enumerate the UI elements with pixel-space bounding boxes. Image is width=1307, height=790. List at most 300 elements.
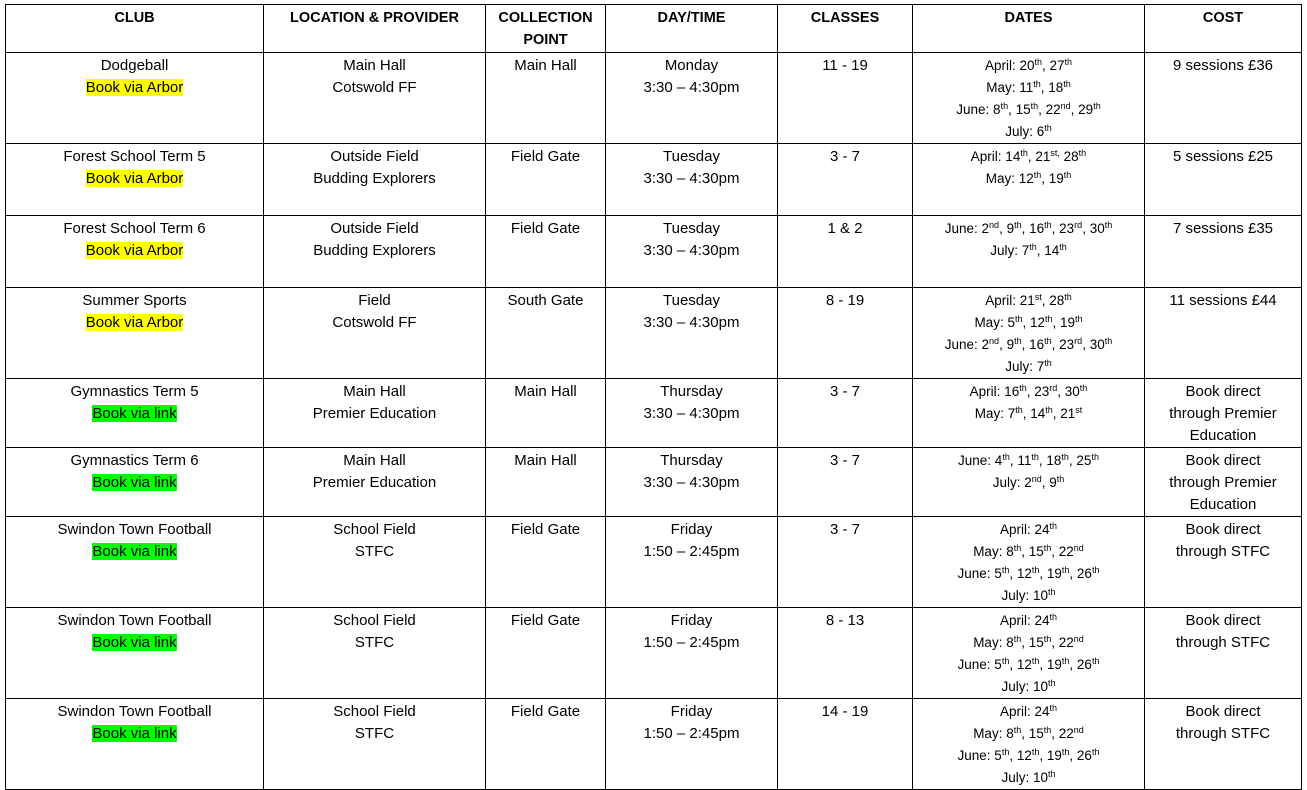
cost-cell: [1145, 379, 1302, 448]
time: 3:30 – 4:30pm: [643, 170, 740, 187]
cost-cell: [1145, 517, 1302, 608]
date-suffix: th: [1014, 336, 1022, 346]
header-location-provider: LOCATION & PROVIDER: [264, 5, 486, 53]
location: Field: [358, 292, 391, 309]
date-suffix: th: [1093, 101, 1101, 111]
date-text: , 28: [1041, 293, 1065, 308]
date-suffix: th: [1063, 170, 1072, 180]
date-line: [916, 541, 1141, 563]
collection-point-cell: [486, 288, 606, 379]
date-text: , 15: [1008, 102, 1031, 117]
date-suffix: th: [1034, 57, 1042, 67]
date-text: , 30: [1082, 337, 1105, 352]
table-row: [6, 53, 1302, 144]
collection-point-cell: [486, 216, 606, 288]
date-text: May: 5: [974, 315, 1015, 330]
date-text: , 12: [1009, 657, 1032, 672]
date-text: June: 2: [944, 337, 990, 352]
date-line: [916, 676, 1141, 698]
cost-line: 7 sessions £35: [1172, 220, 1274, 237]
collection-point: Field Gate: [510, 521, 581, 538]
day-time-cell: [606, 379, 778, 448]
cost-line: Book direct: [1185, 703, 1261, 720]
club-name: Forest School Term 6: [63, 220, 206, 237]
day-time-cell: [606, 53, 778, 144]
cost-cell: [1145, 448, 1302, 517]
collection-point-cell: [486, 53, 606, 144]
classes-cell: [778, 379, 913, 448]
header-classes: CLASSES: [778, 5, 913, 53]
location: Outside Field: [330, 148, 419, 165]
date-suffix: th: [1061, 565, 1070, 575]
date-text: , 12: [1022, 315, 1045, 330]
date-text: , 21: [1027, 149, 1051, 164]
date-suffix: st,: [1050, 148, 1060, 158]
date-text: April: 24: [999, 704, 1050, 719]
date-suffix: th: [1031, 747, 1040, 757]
collection-point-cell: [486, 144, 606, 216]
date-suffix: th: [1001, 565, 1010, 575]
date-text: April: 24: [999, 613, 1050, 628]
date-suffix: th: [1019, 383, 1027, 393]
date-suffix: th: [1045, 314, 1053, 324]
time: 3:30 – 4:30pm: [643, 405, 740, 422]
cost-line: Education: [1189, 496, 1257, 513]
location: Main Hall: [343, 57, 406, 74]
club-cell: [6, 53, 264, 144]
date-line: [916, 519, 1141, 541]
date-suffix: th: [1013, 725, 1022, 735]
location: School Field: [333, 521, 416, 538]
day: Tuesday: [663, 220, 720, 237]
provider: Budding Explorers: [313, 170, 436, 187]
collection-point: Field Gate: [510, 220, 581, 237]
club-name: Forest School Term 5: [63, 148, 206, 165]
date-suffix: th: [1056, 474, 1065, 484]
booking-link[interactable]: Book via link: [92, 725, 177, 742]
cost-line: through STFC: [1175, 725, 1271, 742]
date-text: , 18: [1040, 80, 1064, 95]
location: School Field: [333, 612, 416, 629]
date-text: May: 12: [985, 171, 1034, 186]
date-line: [916, 77, 1141, 99]
date-text: , 19: [1039, 566, 1062, 581]
booking-link[interactable]: Book via Arbor: [85, 170, 184, 187]
booking-link[interactable]: Book via link: [92, 405, 177, 422]
classes-cell: [778, 288, 913, 379]
date-line: [916, 701, 1141, 723]
date-suffix: nd: [1031, 474, 1042, 484]
date-suffix: th: [1091, 452, 1099, 462]
location: Main Hall: [343, 452, 406, 469]
date-text: July: 10: [1001, 770, 1048, 785]
date-text: June: 5: [957, 657, 1002, 672]
date-line: [916, 168, 1141, 190]
date-text: 28: [1059, 149, 1079, 164]
date-text: , 19: [1039, 657, 1062, 672]
date-line: [916, 767, 1141, 789]
date-suffix: th: [1014, 220, 1022, 230]
booking-line: [9, 541, 260, 563]
booking-line: [9, 723, 260, 745]
date-suffix: th: [1048, 769, 1056, 779]
dates-cell: [913, 699, 1145, 790]
classes: 14 - 19: [821, 703, 869, 720]
collection-point: Main Hall: [514, 452, 577, 469]
date-line: [916, 654, 1141, 676]
provider: Budding Explorers: [313, 242, 436, 259]
classes: 3 - 7: [829, 521, 860, 538]
classes: 11 - 19: [822, 57, 868, 74]
cost-cell: [1145, 53, 1302, 144]
date-suffix: th: [1079, 383, 1088, 393]
cost-cell: [1145, 699, 1302, 790]
date-text: July: 2: [992, 475, 1032, 490]
date-suffix: th: [1030, 101, 1039, 111]
dates-cell: [913, 608, 1145, 699]
date-text: April: 16: [969, 384, 1020, 399]
date-text: , 25: [1068, 453, 1092, 468]
day: Thursday: [660, 383, 723, 400]
location-provider-cell: [264, 699, 486, 790]
date-text: , 23: [1051, 221, 1075, 236]
date-text: , 15: [1021, 726, 1044, 741]
day-time-cell: [606, 144, 778, 216]
date-line: [916, 312, 1141, 334]
cost-line: Book direct: [1185, 452, 1261, 469]
time: 3:30 – 4:30pm: [643, 79, 740, 96]
date-text: , 18: [1038, 453, 1062, 468]
date-suffix: th: [1061, 656, 1070, 666]
date-text: , 30: [1057, 384, 1080, 399]
table-row: [6, 608, 1302, 699]
date-suffix: th: [1033, 170, 1042, 180]
date-text: , 22: [1051, 726, 1074, 741]
booking-line: [9, 240, 260, 262]
header-club: CLUB: [6, 5, 264, 53]
collection-point: Field Gate: [510, 612, 581, 629]
club-name: Swindon Town Football: [57, 521, 212, 538]
booking-link[interactable]: Book via Arbor: [85, 314, 184, 331]
date-suffix: st: [1034, 292, 1042, 302]
club-cell: [6, 517, 264, 608]
day: Friday: [670, 703, 713, 720]
day: Tuesday: [663, 148, 720, 165]
date-suffix: th: [1031, 656, 1040, 666]
classes-cell: [778, 144, 913, 216]
provider: Premier Education: [312, 405, 437, 422]
collection-point: Field Gate: [510, 703, 581, 720]
date-suffix: nd: [1060, 101, 1071, 111]
booking-link[interactable]: Book via Arbor: [85, 242, 184, 259]
header-dates: DATES: [913, 5, 1145, 53]
cost-cell: [1145, 288, 1302, 379]
day-time-cell: [606, 216, 778, 288]
date-text: , 16: [1021, 337, 1045, 352]
date-text: , 16: [1021, 221, 1045, 236]
date-line: [916, 146, 1141, 168]
classes-cell: [778, 699, 913, 790]
date-line: [916, 121, 1141, 143]
date-suffix: th: [1043, 725, 1052, 735]
time: 1:50 – 2:45pm: [643, 543, 740, 560]
classes: 1 & 2: [827, 220, 863, 237]
cost-cell: [1145, 216, 1302, 288]
booking-line: [9, 403, 260, 425]
date-text: , 26: [1069, 657, 1092, 672]
date-text: , 15: [1021, 544, 1044, 559]
location: Main Hall: [343, 383, 406, 400]
date-text: , 11: [1009, 453, 1032, 468]
collection-point: South Gate: [507, 292, 584, 309]
date-text: , 26: [1069, 748, 1092, 763]
date-line: [916, 450, 1141, 472]
dates-cell: [913, 448, 1145, 517]
day-time-cell: [606, 448, 778, 517]
table-body: [6, 53, 1302, 790]
booking-link[interactable]: Book via link: [92, 634, 177, 651]
day-time-cell: [606, 288, 778, 379]
booking-line: [9, 632, 260, 654]
dates-cell: [913, 288, 1145, 379]
booking-link[interactable]: Book via link: [92, 543, 177, 560]
collection-point: Main Hall: [514, 57, 577, 74]
collection-point-cell: [486, 379, 606, 448]
date-text: , 19: [1041, 171, 1064, 186]
cost-line: Book direct: [1185, 612, 1261, 629]
date-suffix: nd: [1073, 634, 1084, 644]
date-text: July: 10: [1001, 588, 1048, 603]
club-name: Gymnastics Term 5: [70, 383, 199, 400]
date-line: [916, 218, 1141, 240]
date-line: [916, 585, 1141, 607]
date-text: May: 8: [973, 635, 1014, 650]
classes: 8 - 19: [825, 292, 865, 309]
date-suffix: th: [1001, 656, 1010, 666]
classes: 8 - 13: [825, 612, 865, 629]
date-text: , 26: [1069, 566, 1092, 581]
date-text: June: 4: [958, 453, 1003, 468]
date-text: , 23: [1026, 384, 1050, 399]
date-suffix: th: [1059, 242, 1067, 252]
date-text: , 12: [1009, 748, 1032, 763]
date-text: July: 7: [1005, 359, 1045, 374]
club-cell: [6, 216, 264, 288]
date-text: July: 6: [1005, 124, 1045, 139]
date-text: June: 2: [944, 221, 990, 236]
day: Tuesday: [663, 292, 720, 309]
date-text: April: 24: [999, 522, 1050, 537]
club-cell: [6, 608, 264, 699]
booking-line: [9, 472, 260, 494]
date-text: April: 20: [984, 58, 1035, 73]
date-suffix: th: [1033, 79, 1041, 89]
date-suffix: rd: [1074, 220, 1083, 230]
cost-line: 11 sessions £44: [1169, 292, 1277, 309]
day-time-cell: [606, 699, 778, 790]
club-name: Dodgeball: [100, 57, 169, 74]
collection-point: Field Gate: [510, 148, 581, 165]
date-text: April: 14: [970, 149, 1021, 164]
date-line: [916, 745, 1141, 767]
date-text: April: 21: [985, 293, 1035, 308]
location-provider-cell: [264, 288, 486, 379]
date-suffix: rd: [1049, 383, 1058, 393]
date-suffix: th: [1064, 292, 1072, 302]
location-provider-cell: [264, 517, 486, 608]
booking-line: [9, 168, 260, 190]
clubs-table: [5, 4, 1302, 790]
booking-line: [9, 312, 260, 334]
date-line: [916, 723, 1141, 745]
date-suffix: th: [1043, 634, 1052, 644]
club-cell: [6, 288, 264, 379]
date-text: June: 5: [957, 748, 1002, 763]
date-text: , 15: [1021, 635, 1044, 650]
table-row: [6, 288, 1302, 379]
table-row: [6, 379, 1302, 448]
date-suffix: nd: [989, 336, 1000, 346]
collection-point-cell: [486, 699, 606, 790]
table-row: [6, 699, 1302, 790]
date-suffix: th: [1043, 543, 1052, 553]
cost-line: through Premier: [1169, 474, 1277, 491]
date-suffix: th: [1044, 336, 1052, 346]
time: 1:50 – 2:45pm: [643, 725, 740, 742]
date-line: [916, 632, 1141, 654]
date-text: , 29: [1070, 102, 1094, 117]
club-cell: [6, 144, 264, 216]
cost-line: 5 sessions £25: [1172, 148, 1274, 165]
club-name: Swindon Town Football: [57, 612, 212, 629]
classes: 3 - 7: [829, 148, 860, 165]
date-suffix: th: [1015, 405, 1023, 415]
date-suffix: th: [1064, 57, 1073, 67]
day-time-cell: [606, 517, 778, 608]
booking-link[interactable]: Book via link: [92, 474, 177, 491]
date-suffix: nd: [989, 220, 1000, 230]
date-suffix: th: [1001, 747, 1010, 757]
classes-cell: [778, 53, 913, 144]
date-suffix: th: [1044, 358, 1052, 368]
date-text: May: 11: [986, 80, 1034, 95]
club-name: Gymnastics Term 6: [70, 452, 199, 469]
date-text: , 23: [1051, 337, 1075, 352]
date-suffix: th: [1020, 148, 1028, 158]
date-text: July: 7: [990, 243, 1030, 258]
location: School Field: [333, 703, 416, 720]
header-row: [6, 5, 1302, 53]
date-text: , 22: [1051, 635, 1074, 650]
date-text: , 21: [1052, 406, 1076, 421]
cost-line: Book direct: [1185, 521, 1261, 538]
date-text: May: 8: [973, 726, 1014, 741]
provider: STFC: [354, 725, 395, 742]
date-line: [916, 563, 1141, 585]
date-suffix: th: [1044, 220, 1052, 230]
date-line: [916, 610, 1141, 632]
location-provider-cell: [264, 53, 486, 144]
date-suffix: th: [1049, 521, 1058, 531]
date-suffix: nd: [1073, 725, 1084, 735]
date-suffix: th: [1091, 656, 1100, 666]
date-suffix: th: [1045, 405, 1053, 415]
provider: Cotswold FF: [332, 79, 417, 96]
date-text: , 30: [1082, 221, 1105, 236]
date-suffix: th: [1061, 452, 1069, 462]
date-suffix: th: [1049, 612, 1058, 622]
table-row: [6, 517, 1302, 608]
date-text: , 14: [1036, 243, 1060, 258]
provider: STFC: [354, 543, 395, 560]
dates-cell: [913, 517, 1145, 608]
classes-cell: [778, 608, 913, 699]
date-suffix: th: [1061, 747, 1070, 757]
cost-line: Book direct: [1185, 383, 1261, 400]
date-suffix: th: [1048, 587, 1056, 597]
location-provider-cell: [264, 608, 486, 699]
cost-line: through Premier: [1169, 405, 1277, 422]
dates-cell: [913, 379, 1145, 448]
day: Thursday: [660, 452, 723, 469]
date-text: , 19: [1052, 315, 1076, 330]
date-line: [916, 55, 1141, 77]
date-suffix: th: [1104, 336, 1113, 346]
cost-cell: [1145, 608, 1302, 699]
classes: 3 - 7: [829, 383, 860, 400]
date-suffix: th: [1063, 79, 1071, 89]
date-suffix: th: [1013, 543, 1022, 553]
day: Friday: [670, 612, 713, 629]
date-line: [916, 99, 1141, 121]
time: 3:30 – 4:30pm: [643, 242, 740, 259]
booking-link[interactable]: Book via Arbor: [85, 79, 184, 96]
date-suffix: th: [1000, 101, 1009, 111]
day: Friday: [670, 521, 713, 538]
date-line: [916, 334, 1141, 356]
classes-cell: [778, 448, 913, 517]
date-text: , 19: [1039, 748, 1062, 763]
classes-cell: [778, 517, 913, 608]
club-name: Summer Sports: [82, 292, 187, 309]
date-text: , 9: [999, 221, 1015, 236]
date-text: , 27: [1042, 58, 1065, 73]
date-text: May: 8: [973, 544, 1014, 559]
date-text: , 12: [1009, 566, 1032, 581]
date-suffix: th: [1075, 314, 1083, 324]
date-line: [916, 290, 1141, 312]
date-line: [916, 472, 1141, 494]
date-suffix: th: [1091, 747, 1100, 757]
dates-cell: [913, 53, 1145, 144]
date-line: [916, 240, 1141, 262]
date-suffix: th: [1078, 148, 1087, 158]
club-name: Swindon Town Football: [57, 703, 212, 720]
day: Monday: [664, 57, 719, 74]
classes: 3 - 7: [829, 452, 860, 469]
date-suffix: th: [1014, 314, 1023, 324]
date-suffix: th: [1029, 242, 1037, 252]
header-cost: COST: [1145, 5, 1302, 53]
date-text: , 9: [999, 337, 1015, 352]
cost-line: through STFC: [1175, 634, 1271, 651]
date-text: , 22: [1051, 544, 1074, 559]
day-time-cell: [606, 608, 778, 699]
booking-line: [9, 77, 260, 99]
provider: STFC: [354, 634, 395, 651]
location-provider-cell: [264, 144, 486, 216]
date-suffix: th: [1031, 565, 1040, 575]
